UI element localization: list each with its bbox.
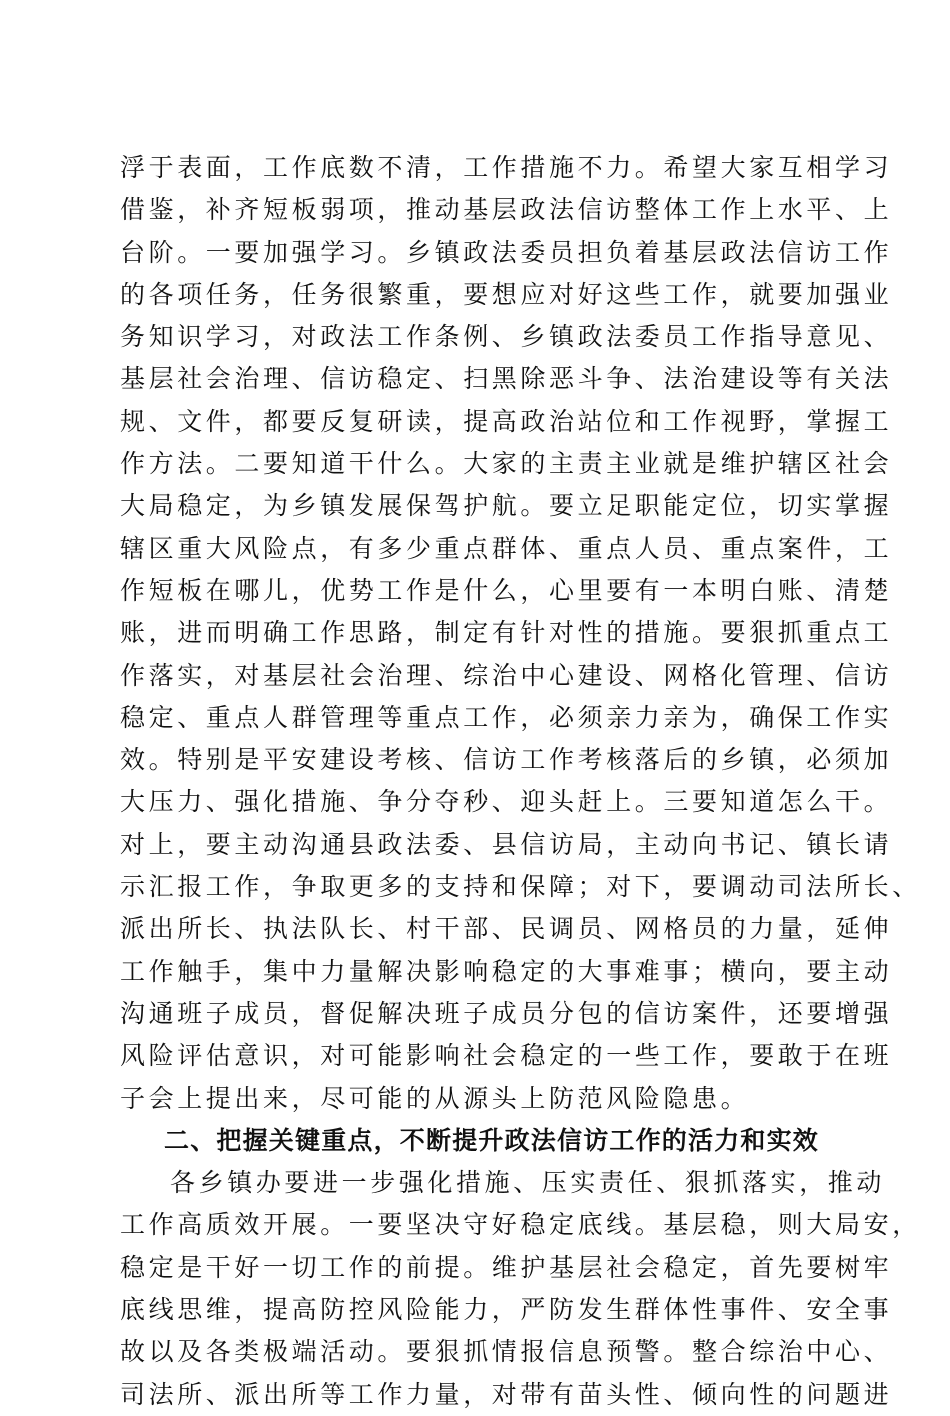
text-line: 示汇报工作，争取更多的支持和保障；对下，要调动司法所长、: [120, 872, 921, 902]
document-body: [120, 147, 921, 1416]
text-line: 子会上提出来，尽可能的从源头上防范风险隐患。: [120, 1083, 750, 1113]
text-line: 底线思维，提高防控风险能力，严防发生群体性事件、安全事: [120, 1295, 893, 1325]
text-line: 作落实，对基层社会治理、综治中心建设、网格化管理、信访: [120, 660, 893, 690]
text-line: 司法所、派出所等工作力量，对带有苗头性、倾向性的问题进: [120, 1379, 893, 1409]
text-line: 规、文件，都要反复研读，提高政治站位和工作视野，掌握工: [120, 406, 893, 436]
text-line: 派出所长、执法队长、村干部、民调员、网格员的力量，延伸: [120, 914, 893, 944]
text-line: 故以及各类极端活动。要狠抓情报信息预警。整合综治中心、: [120, 1337, 893, 1367]
section-heading: 二、把握关键重点，不断提升政法信访工作的活力和实效: [164, 1125, 820, 1155]
text-line: 借鉴，补齐短板弱项，推动基层政法信访整体工作上水平、上: [120, 195, 893, 225]
text-line: 辖区重大风险点，有多少重点群体、重点人员、重点案件，工: [120, 533, 893, 563]
text-line: 台阶。一要加强学习。乡镇政法委员担负着基层政法信访工作: [120, 237, 893, 267]
text-line: 的各项任务，任务很繁重，要想应对好这些工作，就要加强业: [120, 279, 893, 309]
text-line: 基层社会治理、信访稳定、扫黑除恶斗争、法治建设等有关法: [120, 364, 893, 394]
text-line: 务知识学习，对政法工作条例、乡镇政法委员工作指导意见、: [120, 322, 893, 352]
text-line: 效。特别是平安建设考核、信访工作考核落后的乡镇，必须加: [120, 745, 893, 775]
text-line: 工作触手，集中力量解决影响稳定的大事难事；横向，要主动: [120, 956, 893, 986]
text-line: 大局稳定，为乡镇发展保驾护航。要立足职能定位，切实掌握: [120, 491, 893, 521]
text-line: 沟通班子成员，督促解决班子成员分包的信访案件，还要增强: [120, 998, 893, 1028]
text-line: 工作高质效开展。一要坚决守好稳定底线。基层稳，则大局安，: [120, 1210, 921, 1240]
text-line: 浮于表面，工作底数不清，工作措施不力。希望大家互相学习: [120, 153, 893, 182]
text-line: 各乡镇办要进一步强化措施、压实责任、狠抓落实，推动: [170, 1168, 886, 1198]
text-line: 稳定、重点人群管理等重点工作，必须亲力亲为，确保工作实: [120, 702, 893, 732]
paragraph-1: [120, 147, 921, 1120]
text-line: 作方法。二要知道干什么。大家的主责主业就是维护辖区社会: [120, 449, 893, 479]
text-line: 作短板在哪儿，优势工作是什么，心里要有一本明白账、清楚: [120, 575, 893, 605]
paragraph-2: [120, 1162, 921, 1416]
text-line: 稳定是干好一切工作的前提。维护基层社会稳定，首先要树牢: [120, 1252, 893, 1282]
text-line: 风险评估意识，对可能影响社会稳定的一些工作，要敢于在班: [120, 1041, 893, 1071]
text-line: 大压力、强化措施、争分夺秒、迎头赶上。三要知道怎么干。: [120, 787, 893, 817]
text-line: 账，进而明确工作思路，制定有针对性的措施。要狠抓重点工: [120, 618, 893, 648]
text-line: 对上，要主动沟通县政法委、县信访局，主动向书记、镇长请: [120, 829, 893, 859]
